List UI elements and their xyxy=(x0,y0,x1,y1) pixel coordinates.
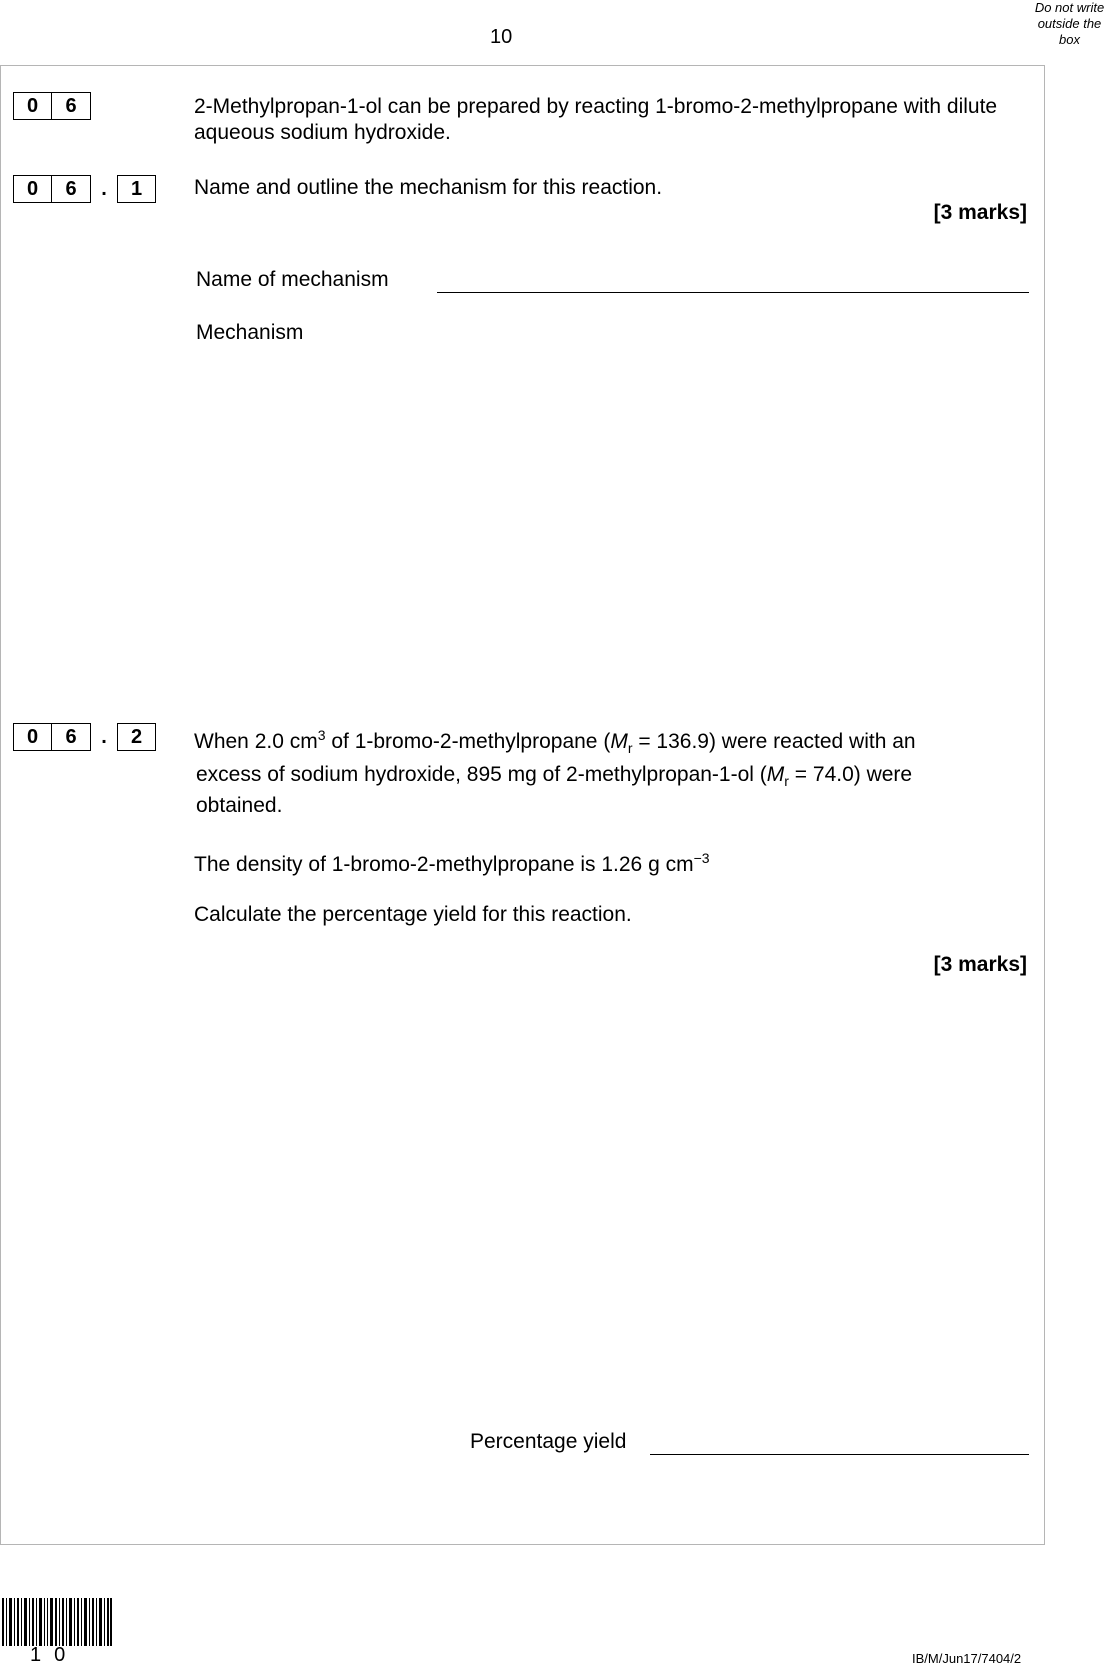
question-number-06 xyxy=(13,92,91,120)
text-run: excess of sodium hydroxide, 895 mg of 2-methylpropan-1-ol ( xyxy=(196,763,767,786)
question-06-2-marks: [3 marks] xyxy=(933,953,1027,976)
qnum-dot: . xyxy=(101,725,107,748)
mr-subscript: r xyxy=(784,773,789,790)
margin-note-line-3: box xyxy=(1059,32,1080,47)
margin-note-line-2: outside the xyxy=(1037,16,1102,31)
qnum-digit: 0 xyxy=(13,92,52,120)
qnum-digit: 6 xyxy=(52,92,91,120)
text-run: The density of 1-bromo-2-methylpropane is 1.26 g cm xyxy=(194,853,694,876)
question-06-1-text: Name and outline the mechanism for this reaction. xyxy=(194,176,663,199)
barcode-digits: 10 xyxy=(30,1644,79,1666)
working-answer-space[interactable] xyxy=(191,996,1031,1396)
page-number: 10 xyxy=(490,26,513,48)
mr-subscript: r xyxy=(627,740,633,757)
qnum-digit: 0 xyxy=(13,175,52,203)
mechanism-label: Mechanism xyxy=(196,321,304,344)
mr-symbol: M xyxy=(766,763,785,786)
qnum-digit: 2 xyxy=(117,723,156,751)
superscript-3: 3 xyxy=(317,727,326,743)
question-06-intro: 2-Methylpropan-1-ol can be prepared by reacting 1-bromo-2-methylpropane with dilute aqueous sodium hydroxide. xyxy=(194,95,998,144)
mechanism-answer-space[interactable] xyxy=(191,356,1031,686)
text-run: When 2.0 cm xyxy=(194,730,318,753)
text-run: = 136.9) were reacted with an xyxy=(632,730,916,753)
answer-box xyxy=(0,65,1045,1545)
superscript-minus-3: −3 xyxy=(693,850,710,866)
question-06-2-line-2 xyxy=(196,761,912,788)
qnum-digit: 6 xyxy=(52,175,91,203)
question-number-06-2 xyxy=(13,723,156,751)
barcode-icon xyxy=(2,1598,112,1646)
density-statement xyxy=(194,851,710,878)
paper-reference-code: IB/M/Jun17/7404/2 xyxy=(912,1651,1022,1666)
percentage-yield-label: Percentage yield xyxy=(470,1430,627,1453)
question-06-1-marks: [3 marks] xyxy=(933,201,1027,224)
question-number-06-1 xyxy=(13,175,156,203)
qnum-digit: 6 xyxy=(52,723,91,751)
percentage-yield-answer-line[interactable] xyxy=(650,1454,1029,1455)
mechanism-name-label: Name of mechanism xyxy=(196,268,389,291)
text-run: = 74.0) were xyxy=(788,763,913,786)
question-06-2-line-3: obtained. xyxy=(196,794,283,817)
margin-note xyxy=(1022,0,1117,48)
qnum-digit: 1 xyxy=(117,175,156,203)
text-run: of 1-bromo-2-methylpropane ( xyxy=(325,730,611,753)
qnum-digit: 0 xyxy=(13,723,52,751)
mechanism-name-answer-line[interactable] xyxy=(437,292,1029,293)
mr-symbol: M xyxy=(610,730,628,753)
question-06-2-line-1 xyxy=(194,728,916,755)
calculate-instruction: Calculate the percentage yield for this reaction. xyxy=(194,903,632,926)
margin-note-line-1: Do not write xyxy=(1034,0,1105,15)
qnum-dot: . xyxy=(101,177,107,200)
